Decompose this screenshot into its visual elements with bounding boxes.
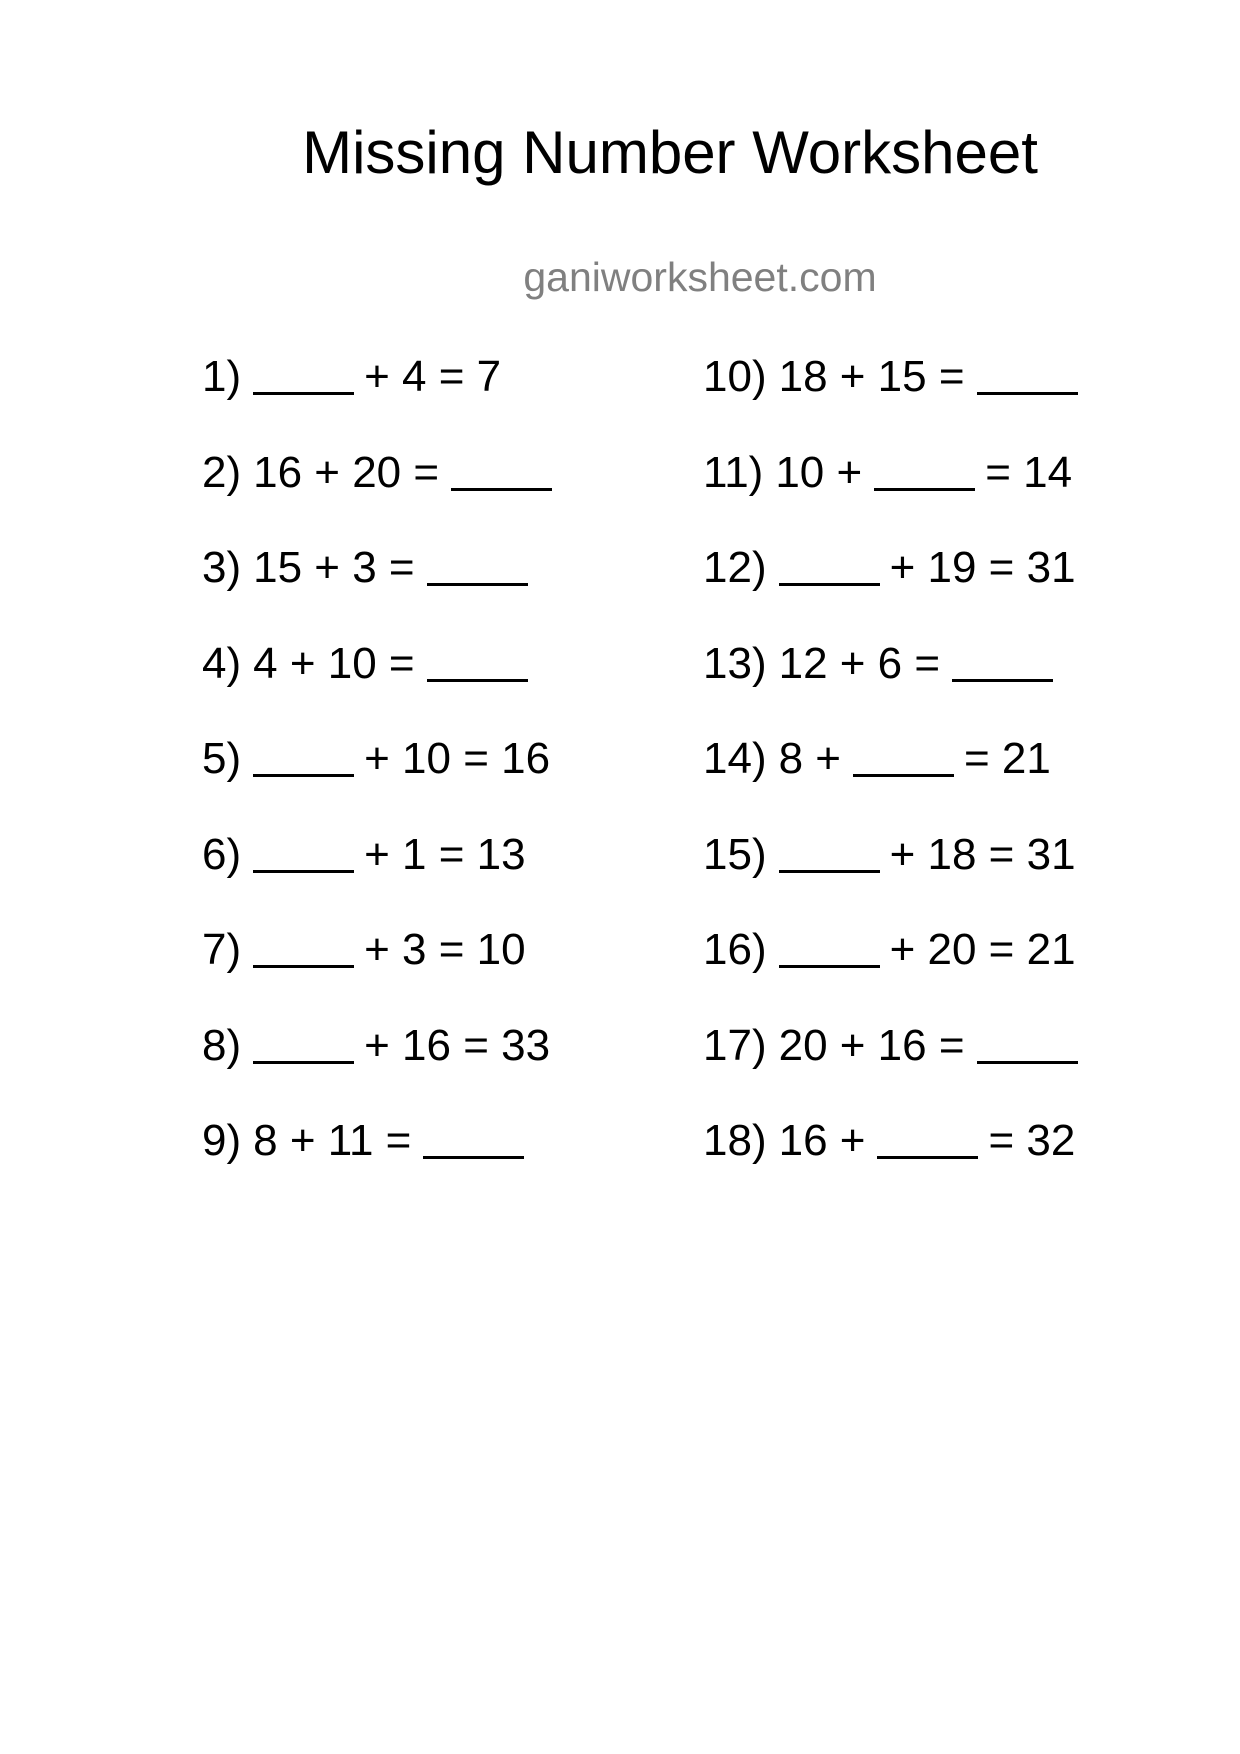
problem-item (202, 734, 562, 830)
problem-number: 5) (202, 734, 242, 783)
answer-blank[interactable] (952, 639, 1053, 682)
problem-number: 11) (703, 447, 764, 497)
problem-number: 1) (202, 352, 242, 401)
equation-text: + 19 = 31 (889, 543, 1076, 592)
problem-number: 4) (202, 638, 242, 688)
problem-number: 16) (703, 925, 767, 974)
problem-item (703, 448, 1088, 544)
equation-text: 4 + 10 = (253, 638, 415, 688)
problem-number: 8) (202, 1020, 242, 1070)
site-url: ganiworksheet.com (523, 254, 877, 300)
answer-blank[interactable] (451, 448, 552, 491)
problem-number: 7) (202, 925, 242, 974)
equation-text: = 32 (988, 1116, 1076, 1165)
problem-number: 18) (703, 1116, 767, 1165)
problem-item (703, 1116, 1088, 1212)
problem-item (703, 1021, 1088, 1117)
problem-item (202, 830, 562, 926)
problem-number: 9) (202, 1116, 242, 1165)
answer-blank[interactable] (977, 352, 1078, 395)
answer-blank[interactable] (977, 1021, 1078, 1064)
problem-item (202, 925, 562, 1021)
answer-blank[interactable] (253, 734, 354, 777)
problem-number: 14) (703, 734, 767, 783)
problem-item (703, 352, 1088, 448)
equation-text: 16 + (778, 1116, 866, 1165)
equation-text: 20 + 16 = (778, 1020, 965, 1070)
equation-text: + 3 = 10 (364, 925, 526, 974)
answer-blank[interactable] (877, 1116, 978, 1159)
equation-text: + 4 = 7 (364, 352, 502, 401)
problem-item (703, 543, 1088, 639)
equation-text: + 10 = 16 (364, 734, 551, 783)
problem-number: 10) (703, 352, 767, 401)
equation-text: + 1 = 13 (364, 829, 526, 879)
answer-blank[interactable] (779, 925, 880, 968)
answer-blank[interactable] (423, 1116, 524, 1159)
equation-text: + 20 = 21 (889, 925, 1076, 974)
problem-number: 2) (202, 447, 242, 497)
equation-text: 18 + 15 = (778, 352, 965, 401)
worksheet-title: Missing Number Worksheet (302, 119, 1038, 186)
problem-item (202, 352, 562, 448)
equation-text: + 18 = 31 (889, 829, 1076, 879)
equation-text: 12 + 6 = (778, 638, 941, 688)
problems-column-left (202, 352, 562, 1212)
equation-text: 15 + 3 = (253, 543, 415, 592)
answer-blank[interactable] (853, 734, 954, 777)
equation-text: 8 + (778, 734, 841, 783)
answer-blank[interactable] (253, 925, 354, 968)
answer-blank[interactable] (427, 543, 528, 586)
problem-item (202, 448, 562, 544)
problem-item (202, 543, 562, 639)
answer-blank[interactable] (874, 448, 975, 491)
problem-item (703, 734, 1088, 830)
answer-blank[interactable] (779, 830, 880, 873)
problems-column-right (703, 352, 1088, 1212)
equation-text: = 14 (985, 447, 1073, 497)
equation-text: 16 + 20 = (253, 447, 440, 497)
problem-number: 12) (703, 543, 767, 592)
problem-number: 6) (202, 829, 242, 879)
equation-text: 10 + (775, 447, 863, 497)
problem-number: 15) (703, 829, 767, 879)
equation-text: + 16 = 33 (364, 1020, 551, 1070)
equation-text: = 21 (963, 734, 1051, 783)
equation-text: 8 + 11 = (253, 1116, 412, 1165)
problem-item (202, 639, 562, 735)
answer-blank[interactable] (253, 830, 354, 873)
answer-blank[interactable] (779, 543, 880, 586)
problem-number: 17) (703, 1020, 767, 1070)
problem-item (703, 639, 1088, 735)
problem-number: 13) (703, 638, 767, 688)
problem-item (703, 830, 1088, 926)
problem-item (202, 1021, 562, 1117)
problem-number: 3) (202, 543, 242, 592)
problem-item (703, 925, 1088, 1021)
problem-item (202, 1116, 562, 1212)
answer-blank[interactable] (427, 639, 528, 682)
answer-blank[interactable] (253, 352, 354, 395)
answer-blank[interactable] (253, 1021, 354, 1064)
